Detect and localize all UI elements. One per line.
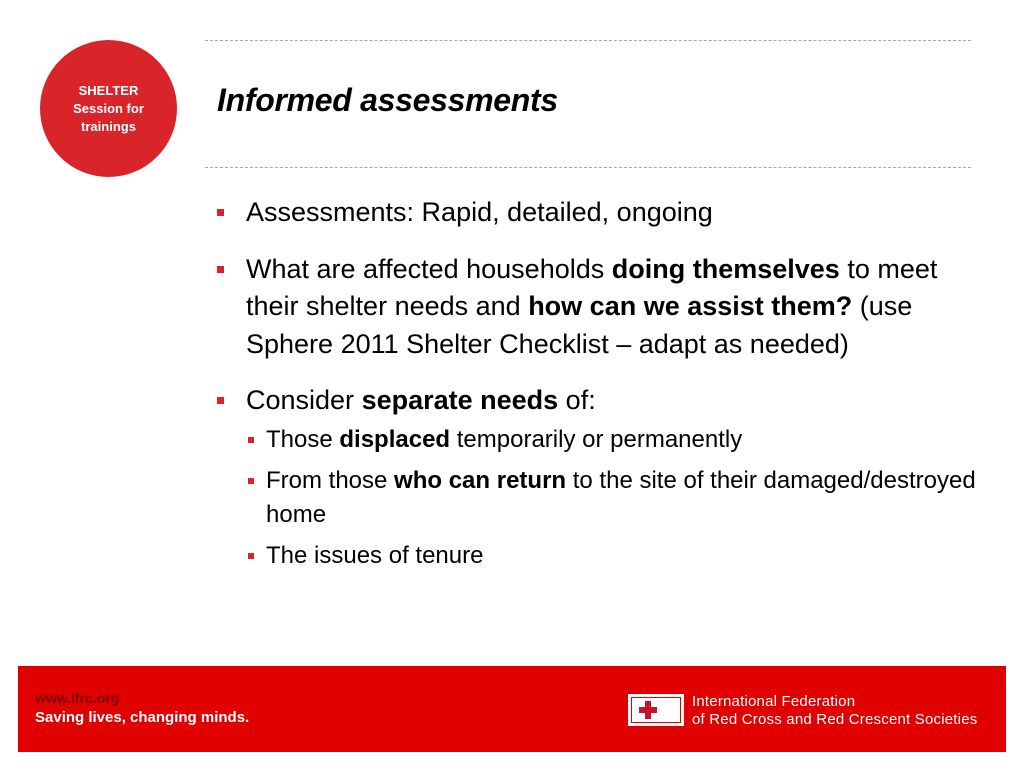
title-divider-top xyxy=(205,40,971,41)
bullet-text-part: to meet their shelter needs and xyxy=(246,253,938,321)
org-name-line-1: International Federation xyxy=(692,693,856,710)
sub-bullet-list xyxy=(215,423,985,573)
bullet-item xyxy=(215,251,985,364)
badge-line-1: SHELTER xyxy=(78,82,139,98)
square-bullet-icon xyxy=(217,209,224,216)
sub-bullet-text: The issues of tenure xyxy=(266,541,484,569)
bullet-emphasis: separate needs xyxy=(361,385,559,415)
organization-name xyxy=(692,693,977,729)
badge-text xyxy=(73,82,144,136)
sub-bullet-emphasis: displaced xyxy=(339,425,451,453)
sub-bullet-text-part: From those xyxy=(266,466,395,494)
sub-bullet-text-part: to the site of their damaged/destroyed home xyxy=(266,466,976,528)
badge-line-2: Session for xyxy=(73,100,144,116)
bullet-text-part: of: xyxy=(558,385,596,415)
slogan: Saving lives, changing minds. xyxy=(35,709,250,726)
cross-crescent-icon xyxy=(632,698,682,724)
bullet-text: Assessments: Rapid, detailed, ongoing xyxy=(246,197,713,227)
slide-title: Informed assessments xyxy=(217,82,558,118)
sub-bullet-text-part: Those xyxy=(266,425,340,453)
bullet-item xyxy=(215,194,985,232)
square-bullet-icon xyxy=(217,266,224,273)
sub-bullet-item xyxy=(246,464,985,532)
square-bullet-icon xyxy=(248,437,254,443)
footer-banner xyxy=(18,666,1006,752)
sub-bullet-item xyxy=(246,539,985,573)
website-link[interactable]: www.ifrc.org xyxy=(35,690,120,706)
badge-line-3: trainings xyxy=(81,118,136,134)
bullet-text-part: What are affected households xyxy=(246,253,612,284)
bullet-emphasis: how can we assist them? xyxy=(528,291,853,321)
org-name-line-2: of Red Cross and Red Crescent Societies xyxy=(692,711,978,728)
slide-content xyxy=(215,194,985,580)
session-badge xyxy=(40,40,177,177)
square-bullet-icon xyxy=(248,553,254,559)
bullet-text-part: (use Sphere 2011 Shelter Checklist – adapt as needed) xyxy=(246,291,913,359)
sub-bullet-item xyxy=(246,423,985,457)
bullet-item xyxy=(215,382,985,420)
sub-bullet-emphasis: who can return xyxy=(394,466,567,494)
bullet-text-part: Consider xyxy=(246,385,362,415)
sub-bullet-text-part: temporarily or permanently xyxy=(450,425,743,453)
red-cross-red-crescent-logo-icon xyxy=(628,694,684,726)
title-divider-bottom xyxy=(205,167,971,168)
bullet-emphasis: doing themselves xyxy=(611,253,840,284)
square-bullet-icon xyxy=(248,478,254,484)
square-bullet-icon xyxy=(217,397,224,404)
